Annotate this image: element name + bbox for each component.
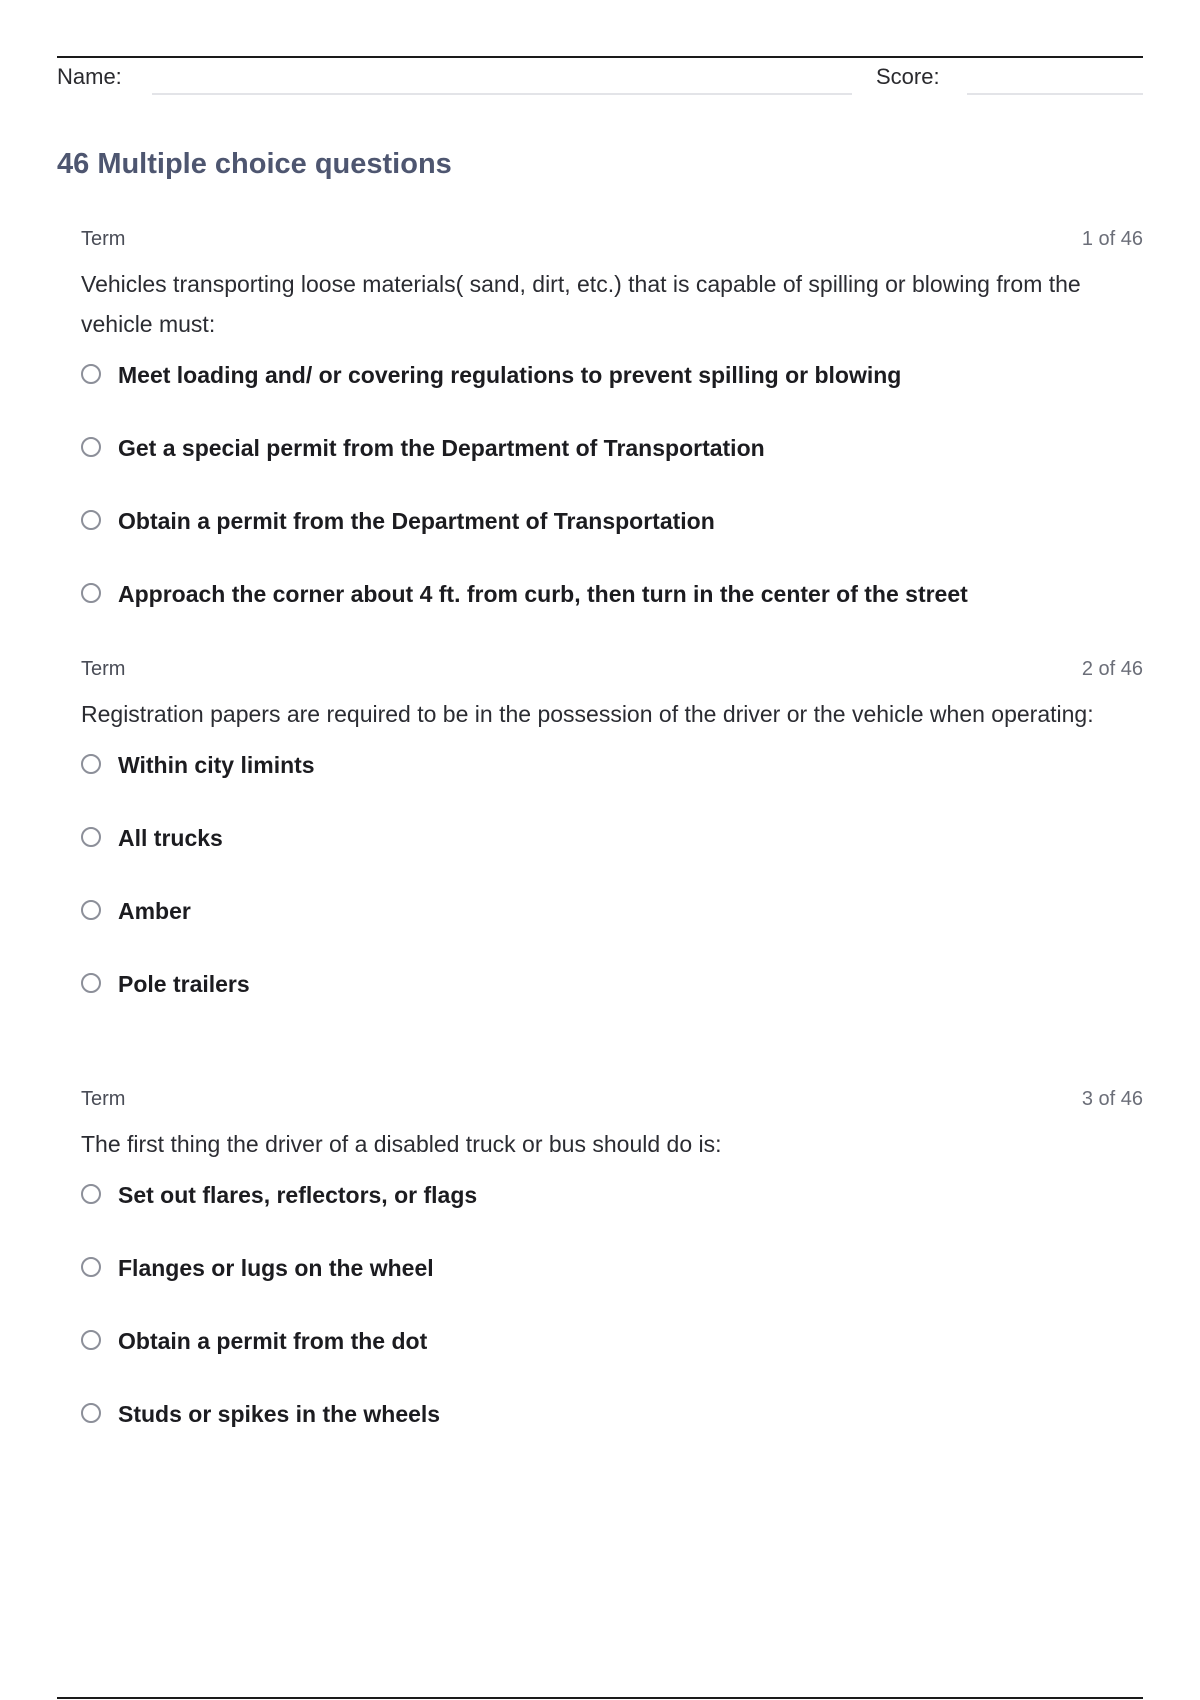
term-label: Term <box>81 228 126 250</box>
term-label: Term <box>81 1088 126 1110</box>
question-header <box>81 1088 1143 1114</box>
name-label: Name: <box>57 64 122 89</box>
radio-button[interactable] <box>81 583 101 603</box>
radio-button[interactable] <box>81 1330 101 1350</box>
answer-option[interactable] <box>81 825 1143 898</box>
answer-option-label: Approach the corner about 4 ft. from curb, then turn in the center of the street <box>118 581 968 607</box>
answer-option[interactable] <box>81 1328 1143 1401</box>
section-title: 46 Multiple choice questions <box>57 148 452 180</box>
score-field[interactable] <box>967 93 1143 95</box>
bottom-divider <box>57 1697 1143 1699</box>
answer-options <box>81 752 1143 1044</box>
answer-option[interactable] <box>81 1255 1143 1328</box>
top-divider <box>57 56 1143 58</box>
term-label: Term <box>81 658 126 680</box>
question-counter: 1 of 46 <box>1081 228 1143 250</box>
answer-option[interactable] <box>81 752 1143 825</box>
answer-option[interactable] <box>81 898 1143 971</box>
radio-button[interactable] <box>81 364 101 384</box>
radio-button[interactable] <box>81 900 101 920</box>
radio-button[interactable] <box>81 510 101 530</box>
answer-option-label: Studs or spikes in the wheels <box>118 1401 441 1427</box>
answer-option-label: Pole trailers <box>118 971 250 997</box>
answer-options <box>81 362 1143 654</box>
answer-option-label: Within city limints <box>118 752 315 778</box>
radio-button[interactable] <box>81 1184 101 1204</box>
question-3 <box>81 1088 1143 1474</box>
question-counter: 3 of 46 <box>1081 1088 1143 1110</box>
answer-option-label: Obtain a permit from the Department of Transportation <box>118 508 715 534</box>
answer-option[interactable] <box>81 435 1143 508</box>
answer-option-label: All trucks <box>118 825 223 851</box>
radio-button[interactable] <box>81 973 101 993</box>
question-text: Registration papers are required to be in the possession of the driver or the vehicle when operating: <box>81 701 1094 727</box>
answer-option[interactable] <box>81 971 1143 1044</box>
question-header <box>81 658 1143 684</box>
answer-option[interactable] <box>81 1401 1143 1474</box>
radio-button[interactable] <box>81 754 101 774</box>
answer-option-label: Get a special permit from the Department of Transportation <box>118 435 765 461</box>
radio-button[interactable] <box>81 827 101 847</box>
question-text: The first thing the driver of a disabled truck or bus should do is: <box>81 1131 722 1157</box>
worksheet-header <box>57 62 1143 98</box>
answer-option[interactable] <box>81 1182 1143 1255</box>
answer-option-label: Meet loading and/ or covering regulations to prevent spilling or blowing <box>118 362 902 388</box>
question-text: Vehicles transporting loose materials( sand, dirt, etc.) that is capable of spilling or blowing from the vehicle must: <box>81 271 1081 337</box>
radio-button[interactable] <box>81 437 101 457</box>
question-counter: 2 of 46 <box>1081 658 1143 680</box>
answer-option[interactable] <box>81 362 1143 435</box>
answer-option-label: Obtain a permit from the dot <box>118 1328 428 1354</box>
answer-option[interactable] <box>81 581 1143 654</box>
name-field[interactable] <box>152 93 852 95</box>
radio-button[interactable] <box>81 1257 101 1277</box>
answer-option-label: Flanges or lugs on the wheel <box>118 1255 434 1281</box>
score-label: Score: <box>876 64 940 89</box>
question-2 <box>81 658 1143 1044</box>
answer-option[interactable] <box>81 508 1143 581</box>
answer-options <box>81 1182 1143 1474</box>
question-header <box>81 228 1143 254</box>
answer-option-label: Set out flares, reflectors, or flags <box>118 1182 478 1208</box>
question-1 <box>81 228 1143 654</box>
radio-button[interactable] <box>81 1403 101 1423</box>
answer-option-label: Amber <box>118 898 191 924</box>
